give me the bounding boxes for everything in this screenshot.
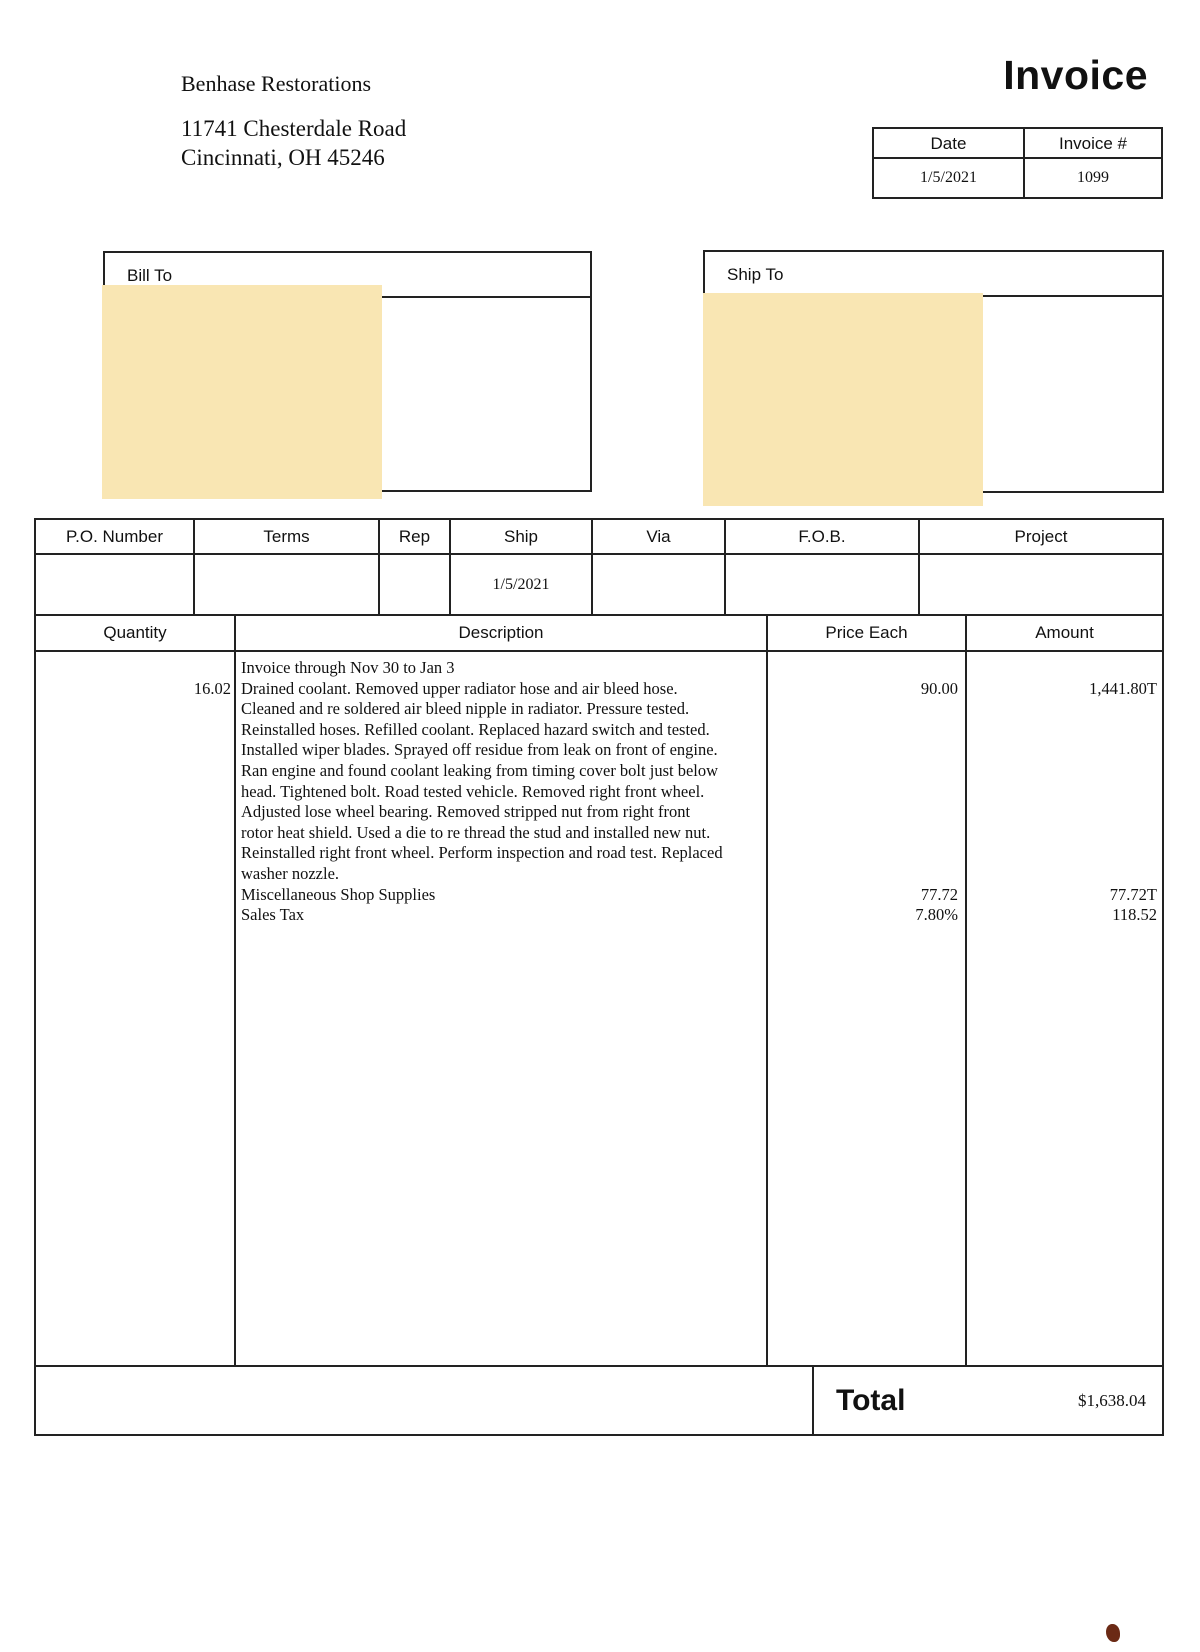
description-line: Ran engine and found coolant leaking from timing cover bolt just below: [241, 760, 719, 780]
invoice-number: 1099: [1077, 169, 1109, 186]
price-line: [768, 864, 958, 885]
amount-line: 118.52: [1112, 905, 1157, 925]
ship-to-label: Ship To: [727, 265, 784, 284]
amount-line: [967, 699, 1157, 720]
company-street-address: 11741 Chesterdale Road: [181, 116, 407, 141]
amount-column: [967, 658, 1157, 926]
line-items-table: [34, 614, 1164, 1367]
price-line: [768, 699, 958, 720]
quantity-line: [36, 843, 231, 864]
po-number-header: P.O. Number: [65, 527, 163, 546]
invoice-number-label: Invoice #: [1058, 134, 1128, 153]
divider: [812, 1367, 814, 1434]
total-value: $1,638.04: [1078, 1391, 1146, 1410]
fob-header: F.O.B.: [798, 527, 846, 546]
quantity-line: [36, 782, 231, 803]
ship-header: Ship: [503, 527, 539, 546]
price-each-header: Price Each: [825, 623, 908, 642]
invoice-meta-box: [872, 127, 1163, 199]
quantity-line: [36, 905, 231, 926]
amount-line: [967, 720, 1157, 741]
amount-line: [967, 843, 1157, 864]
quantity-line: 16.02: [193, 678, 231, 698]
quantity-line: [36, 823, 231, 844]
quantity-line: [36, 885, 231, 906]
divider: [234, 616, 236, 1365]
divider: [36, 553, 1162, 555]
quantity-line: [36, 720, 231, 741]
quantity-line: [36, 658, 231, 679]
description-line: Reinstalled hoses. Refilled coolant. Replaced hazard switch and tested.: [241, 719, 710, 739]
price-line: [768, 843, 958, 864]
description-column: [241, 658, 763, 926]
amount-line: [967, 658, 1157, 679]
divider: [36, 650, 1162, 652]
quantity-line: [36, 699, 231, 720]
redaction-sticky-note: [102, 285, 382, 499]
price-line: [768, 823, 958, 844]
company-name: Benhase Restorations: [181, 71, 372, 96]
document-title: Invoice: [1003, 52, 1148, 98]
quantity-line: [36, 761, 231, 782]
price-line: [768, 761, 958, 782]
price-line: [768, 802, 958, 823]
quantity-line: [36, 740, 231, 761]
company-city-state-zip: Cincinnati, OH 45246: [181, 145, 385, 170]
amount-line: [967, 761, 1157, 782]
amount-line: 77.72T: [1109, 884, 1157, 904]
amount-line: 1,441.80T: [1089, 678, 1157, 698]
description-line: washer nozzle.: [241, 863, 340, 883]
description-line: Cleaned and re soldered air bleed nipple in radiator. Pressure tested.: [241, 699, 690, 719]
bill-to-label: Bill To: [127, 266, 173, 285]
amount-header: Amount: [1035, 623, 1094, 642]
price-line: 90.00: [920, 678, 958, 698]
amount-line: [967, 740, 1157, 761]
rep-header: Rep: [398, 527, 431, 546]
price-line: 77.72: [920, 884, 958, 904]
ink-stain: [1106, 1624, 1120, 1642]
description-line: Reinstalled right front wheel. Perform inspection and road test. Replaced: [241, 843, 723, 863]
quantity-line: [36, 802, 231, 823]
description-line: Invoice through Nov 30 to Jan 3: [241, 658, 455, 677]
description-line: Drained coolant. Removed upper radiator hose and air bleed hose.: [241, 678, 678, 698]
quantity-line: [36, 864, 231, 885]
via-header: Via: [646, 527, 671, 546]
amount-line: [967, 802, 1157, 823]
project-header: Project: [1014, 527, 1068, 546]
quantity-header: Quantity: [103, 623, 167, 642]
description-line: rotor heat shield. Used a die to re thread the stud and installed new nut.: [241, 822, 711, 842]
amount-line: [967, 864, 1157, 885]
price-line: [768, 720, 958, 741]
redaction-sticky-note: [703, 293, 983, 506]
description-line: Installed wiper blades. Sprayed off residue from leak on front of engine.: [241, 740, 718, 760]
order-info-table: [34, 518, 1164, 616]
description-line: Adjusted lose wheel bearing. Removed stripped nut from right front: [241, 802, 691, 822]
ship-date-value: 1/5/2021: [492, 576, 550, 593]
amount-line: [967, 782, 1157, 803]
price-each-column: [768, 658, 958, 926]
description-line: Sales Tax: [241, 905, 305, 925]
price-line: [768, 740, 958, 761]
price-line: 7.80%: [915, 905, 958, 925]
terms-header: Terms: [263, 527, 310, 546]
description-line: head. Tightened bolt. Road tested vehicle. Removed right front wheel.: [241, 781, 705, 801]
description-header: Description: [458, 623, 544, 642]
invoice-date: 1/5/2021: [920, 169, 977, 186]
description-line: Miscellaneous Shop Supplies: [241, 884, 436, 904]
date-label: Date: [930, 134, 967, 153]
total-row: [34, 1365, 1164, 1436]
amount-line: [967, 823, 1157, 844]
price-line: [768, 782, 958, 803]
total-label: Total: [836, 1384, 906, 1417]
price-line: [768, 658, 958, 679]
quantity-column: [36, 658, 231, 926]
